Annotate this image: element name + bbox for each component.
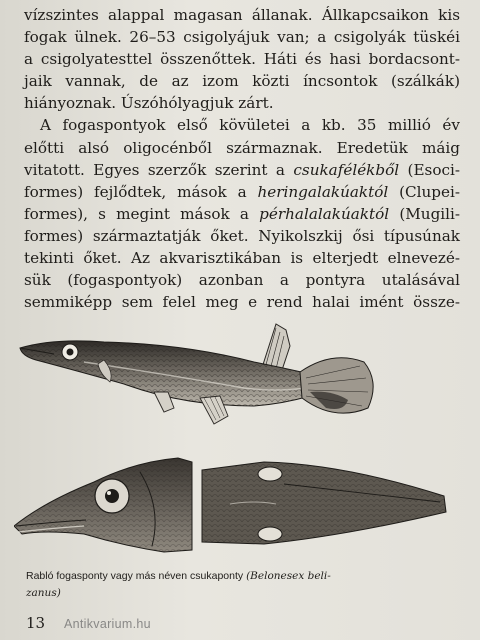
text-line: formes) származtatják őket. Nyikolszkij ősi típusúnak <box>24 226 460 245</box>
text-line: A fogaspontyok első kövületei a kb. 35 millió év <box>40 116 460 135</box>
text-line: tekinti őket. Az akvarisztikában is elterjedt elnevezé- <box>24 249 460 268</box>
text-line: semmiképp sem felel meg e rend halai imént össze- <box>24 293 460 312</box>
italic-term: csukafélékből <box>293 160 400 179</box>
fish-illustration <box>14 312 454 557</box>
fish-head-detail <box>14 458 192 552</box>
italic-term: heringalakúaktól <box>257 182 389 201</box>
caption-latin-name: (Belonesex beli- <box>246 570 331 582</box>
caption-latin-name-cont: zanus) <box>26 587 61 599</box>
text-line: formes), s megint mások a pérhalalakúaktól (Mugili- <box>24 204 461 223</box>
fish-head-top-detail <box>202 462 446 544</box>
text-line: vitatott. Egyes szerzők szerint a csukafélékből (Esoci- <box>24 160 460 179</box>
body-text <box>24 4 460 313</box>
text-line: vízszintes alappal magasan állanak. Állkapcsaikon kis <box>24 6 460 24</box>
text-line: sük (fogaspontyok) azonban a pontyra utalásával <box>24 271 460 290</box>
page-number: 13 <box>26 614 46 632</box>
text-line: jaik vannak, de az izom közti íncsontok (szálkák) <box>24 72 460 91</box>
text-line: fogak ülnek. 26–53 csigolyájuk van; a csigolyák tüskéi <box>24 28 460 47</box>
watermark: Antikvarium.hu <box>64 617 151 631</box>
figure-caption <box>26 568 446 602</box>
text-line: formes) fejlődtek, mások a heringalakúaktól (Clupei- <box>24 182 460 201</box>
caption-text: Rabló fogasponty vagy más néven csukaponty <box>26 570 247 582</box>
text-line: előtti alsó oligocénből származnak. Eredetük máig <box>24 138 460 157</box>
text-line: a csigolyatesttel összenőttek. Háti és hasi bordacsont- <box>24 50 460 69</box>
text-line: hiányoznak. Úszóhólyagjuk zárt. <box>24 94 274 113</box>
fish-side-view <box>20 324 373 424</box>
italic-term: pérhalalakúaktól <box>259 204 390 223</box>
